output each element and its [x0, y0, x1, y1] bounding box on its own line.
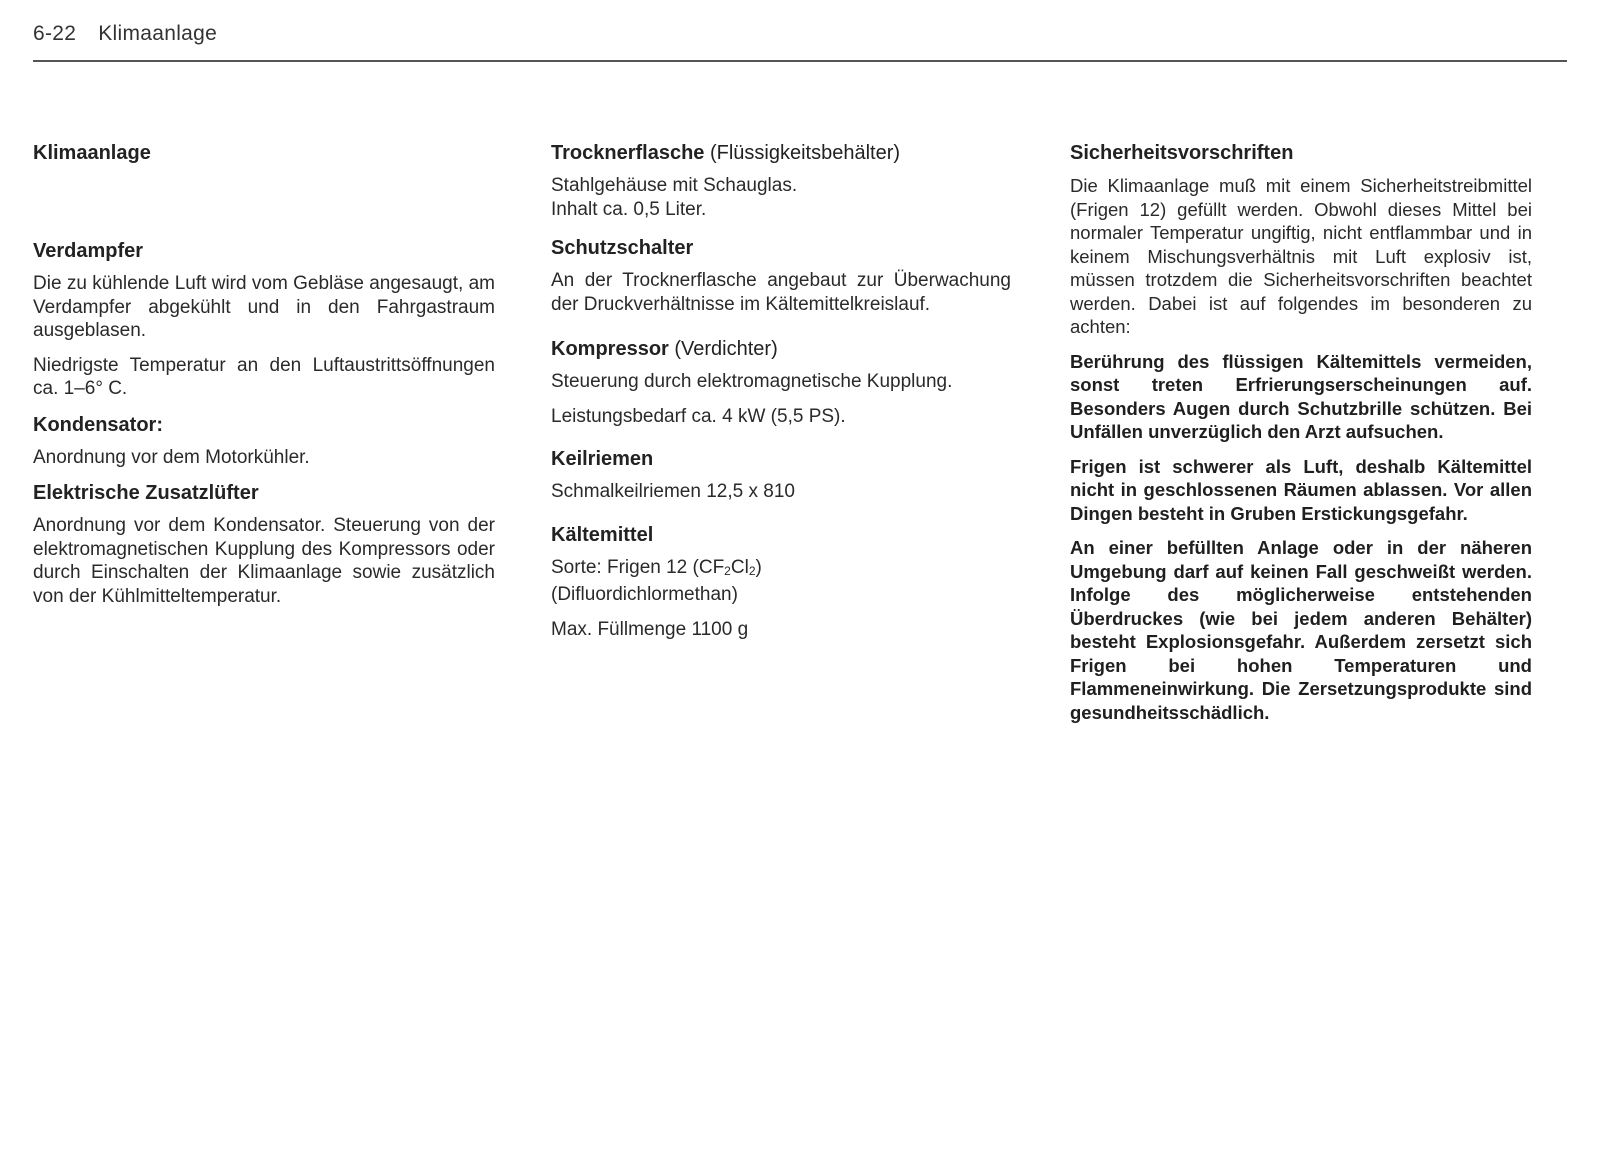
section-verdampfer [33, 238, 495, 401]
heading-keilriemen: Keilriemen [551, 448, 654, 470]
page-header [33, 22, 1567, 46]
line: (Difluordichlormethan) [551, 584, 738, 605]
section-trocknerflasche [551, 140, 1011, 221]
section-kondensator [33, 412, 495, 470]
section-keilriemen [551, 446, 1011, 504]
paragraph: Leistungsbedarf ca. 4 kW (5,5 PS). [551, 405, 846, 427]
paragraph: Steuerung durch elektromagnetische Kupplung. [551, 371, 953, 392]
subscript: 2 [724, 563, 731, 578]
chapter-title: Klimaanlage [98, 22, 218, 45]
paragraph: Die zu kühlende Luft wird vom Gebläse angesaugt, am Verdampfer abgekühlt und in den Fahrgastraum ausgeblasen. [33, 273, 495, 341]
column-middle [551, 140, 1011, 652]
heading-kondensator: Kondensator: [33, 413, 163, 436]
heading-schutzschalter: Schutzschalter [551, 237, 694, 259]
section-zusatzluefter [33, 480, 495, 608]
paragraph: Niedrigste Temperatur an den Luftaustrittsöffnungen ca. 1–6° C. [33, 354, 495, 399]
paragraph [551, 556, 1011, 607]
page-number: 6-22 [33, 22, 77, 45]
heading-text: Trocknerflasche [551, 142, 705, 164]
section-schutzschalter [551, 235, 1011, 316]
text: ) [755, 556, 762, 578]
heading-verdampfer: Verdampfer [33, 240, 144, 262]
warning-paragraph: Berührung des flüssigen Kältemittels vermeiden, sonst treten Erfrierungserscheinungen auf. Besonders Augen durch Schutzbrille schützen. Bei Unfällen unverzüglich den Arzt aufsuchen. [1070, 350, 1532, 442]
warning-paragraph: An einer befüllten Anlage oder in der näheren Umgebung darf auf keinen Fall geschweißt werden. Infolge des möglicherweise entstehenden Überdruckes (wie bei jedem anderen Behälter) besteht Explosionsgefahr. Außerdem zersetzt sich Frigen bei hohen Temperaturen und Flammeneinwirkung. Die Zersetzungsprodukte sind gesundheitsschädlich. [1070, 537, 1532, 723]
text: Cl [730, 556, 749, 578]
heading-sicherheitsvorschriften: Sicherheitsvorschriften [1070, 142, 1294, 164]
paragraph: Anordnung vor dem Motorkühler. [33, 446, 310, 468]
warning-paragraph: Frigen ist schwerer als Luft, deshalb Kältemittel nicht in geschlossenen Räumen ablassen. Vor allen Dingen besteht in Gruben Erstickungsgefahr. [1070, 455, 1532, 524]
heading-trocknerflasche [551, 140, 1011, 166]
section-kaeltemittel [551, 522, 1011, 642]
paragraph: Schmalkeilriemen 12,5 x 810 [551, 481, 795, 502]
line: Inhalt ca. 0,5 Liter. [551, 198, 707, 220]
heading-note: (Verdichter) [674, 338, 778, 360]
paragraph: Anordnung vor dem Kondensator. Steuerung von der elektromagnetischen Kupplung des Kompressors oder durch Einschalten der Klimaanlage sowie zusätzlich von der Kühlmitteltemperatur. [33, 515, 495, 607]
paragraph: Die Klimaanlage muß mit einem Sicherheitstreibmittel (Frigen 12) gefüllt werden. Obwohl dieses Mittel bei normaler Temperatur ungiftig, nicht entflammbar und in keinem Mischungsverhältnis mit Luft explosiv ist, müssen trotzdem die Sicherheitsvorschriften beachtet werden. Dabei ist auf folgendes im besonderen zu achten: [1070, 175, 1532, 337]
heading-kaeltemittel: Kältemittel [551, 523, 654, 546]
heading-zusatzluefter: Elektrische Zusatzlüfter [33, 482, 259, 504]
header-rule [33, 60, 1567, 62]
section-kompressor [551, 336, 1011, 428]
heading-text: Kompressor [551, 338, 669, 360]
heading-kompressor [551, 336, 1011, 362]
line: Stahlgehäuse mit Schauglas. [551, 175, 798, 196]
subscript: 2 [748, 563, 756, 578]
column-right [1070, 140, 1532, 735]
section-title-klimaanlage: Klimaanlage [33, 142, 151, 164]
paragraph: Max. Füllmenge 1100 g [551, 618, 749, 640]
heading-note: (Flüssigkeitsbehälter) [709, 142, 901, 164]
text: Sorte: Frigen 12 (CF [551, 556, 725, 578]
column-left [33, 140, 495, 619]
paragraph [551, 174, 1011, 221]
paragraph: An der Trocknerflasche angebaut zur Überwachung der Druckverhältnisse im Kältemittelkreislauf. [551, 270, 1011, 315]
